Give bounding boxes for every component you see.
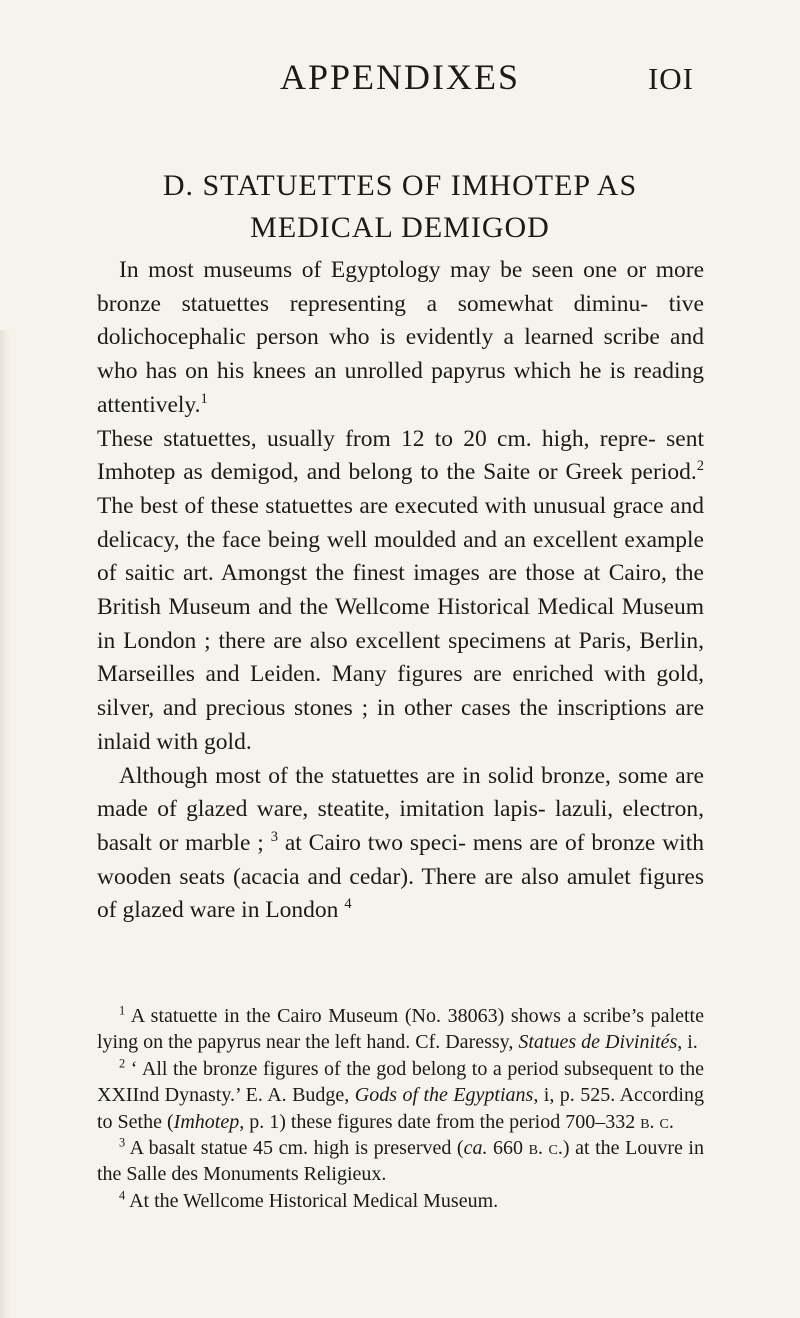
footnote-1-text: A statuette in the Cairo Museum (No. 38063) shows a scribe’s palette lying on the papyrus near the left hand. Cf. Daressy, xyxy=(97,1005,704,1054)
paragraph-2-text-a: These statuettes, usually from 12 to 20 cm. high, repre- sent Imhotep as demigod, and belong to the Saite or Greek period. xyxy=(97,425,704,486)
footnote-ref-2: 2 xyxy=(696,458,704,475)
paragraph-1 xyxy=(97,254,704,423)
footnote-3-era: b. c. xyxy=(528,1137,563,1160)
footnote-2-end: , p. 1) these figures date from the period 700–332 xyxy=(239,1110,641,1133)
paragraph-2 xyxy=(97,423,704,760)
paragraph-3-text-b: at Cairo two speci- mens are of bronze with wooden seats (acacia and cedar). There are also amulet figures of glazed ware in London xyxy=(97,829,704,924)
paragraph-1-text: In most museums of Egyptology may be seen one or more bronze statuettes representing a somewhat diminu- tive dolichocephalic person who is evidently a learned scribe and who has on his knees an unrolled papyrus which he is reading attentively. xyxy=(97,257,704,418)
footnote-2-text: ‘ All the bronze figures of the god belong to a period subsequent to the XXIInd Dynasty.’ E. A. Budge, xyxy=(97,1057,704,1107)
footnote-2-title-1: Gods of the Egyptians xyxy=(354,1084,534,1107)
footnote-3-mark: 3 xyxy=(119,1135,126,1150)
footnote-ref-4: 4 xyxy=(344,896,352,913)
footnote-1 xyxy=(97,1003,704,1056)
footnote-3 xyxy=(97,1135,704,1188)
footnote-ref-3: 3 xyxy=(270,829,278,846)
paragraph-3-text-a: Although most of the statuettes are in solid bronze, some are made of glazed ware, steatite, imitation lapis- lazuli, electron, basalt or marble ; xyxy=(97,762,704,856)
footnote-1-end: , i. xyxy=(677,1031,698,1054)
footnote-2-era: b. c. xyxy=(640,1110,674,1133)
footnote-4-text: At the Wellcome Historical Medical Museum. xyxy=(125,1189,499,1212)
section-title-line-1: D. STATUETTES OF IMHOTEP AS xyxy=(162,169,638,202)
footnote-3-abbrev: ca. xyxy=(463,1137,488,1160)
binding-shadow xyxy=(0,330,10,1318)
footnote-2 xyxy=(97,1056,704,1135)
footnote-2-mid: , i, p. 525. According to Sethe ( xyxy=(97,1084,704,1133)
section-title xyxy=(0,165,800,249)
running-head xyxy=(0,52,800,102)
footnote-3-mid: 660 xyxy=(487,1137,529,1160)
footnote-4-mark: 4 xyxy=(119,1188,126,1203)
footnote-3-end: ) at the Louvre in the Salle des Monuments Religieux. xyxy=(97,1137,704,1186)
running-title: APPENDIXES xyxy=(279,57,521,97)
section-title-line-2: MEDICAL DEMIGOD xyxy=(250,211,550,244)
page-number: IOI xyxy=(647,61,694,96)
footnote-1-mark: 1 xyxy=(119,1003,126,1018)
footnote-2-mark: 2 xyxy=(119,1056,126,1071)
paragraph-3 xyxy=(97,760,704,929)
footnote-2-title-2: Imhotep xyxy=(173,1110,240,1133)
footnote-ref-1: 1 xyxy=(200,390,208,407)
body-text xyxy=(97,254,704,928)
paragraph-2-text-b: The best of these statuettes are executed with unusual grace and delicacy, the face being well moulded and an excellent example of saitic art. Amongst the finest images are those at Cairo, the British Museum and the Wellcome Historical Medical Museum in London ; there are also excellent specimens at Paris, Berlin, Marseilles and Leiden. Many figures are enriched with gold, silver, and precious stones ; in other cases the inscriptions are inlaid with gold. xyxy=(97,492,704,755)
footnote-3-text: A basalt statue 45 cm. high is preserved ( xyxy=(125,1137,464,1160)
footnote-1-title: Statues de Divinités xyxy=(518,1031,678,1054)
footnote-4 xyxy=(97,1188,704,1214)
footnotes xyxy=(97,1003,704,1214)
